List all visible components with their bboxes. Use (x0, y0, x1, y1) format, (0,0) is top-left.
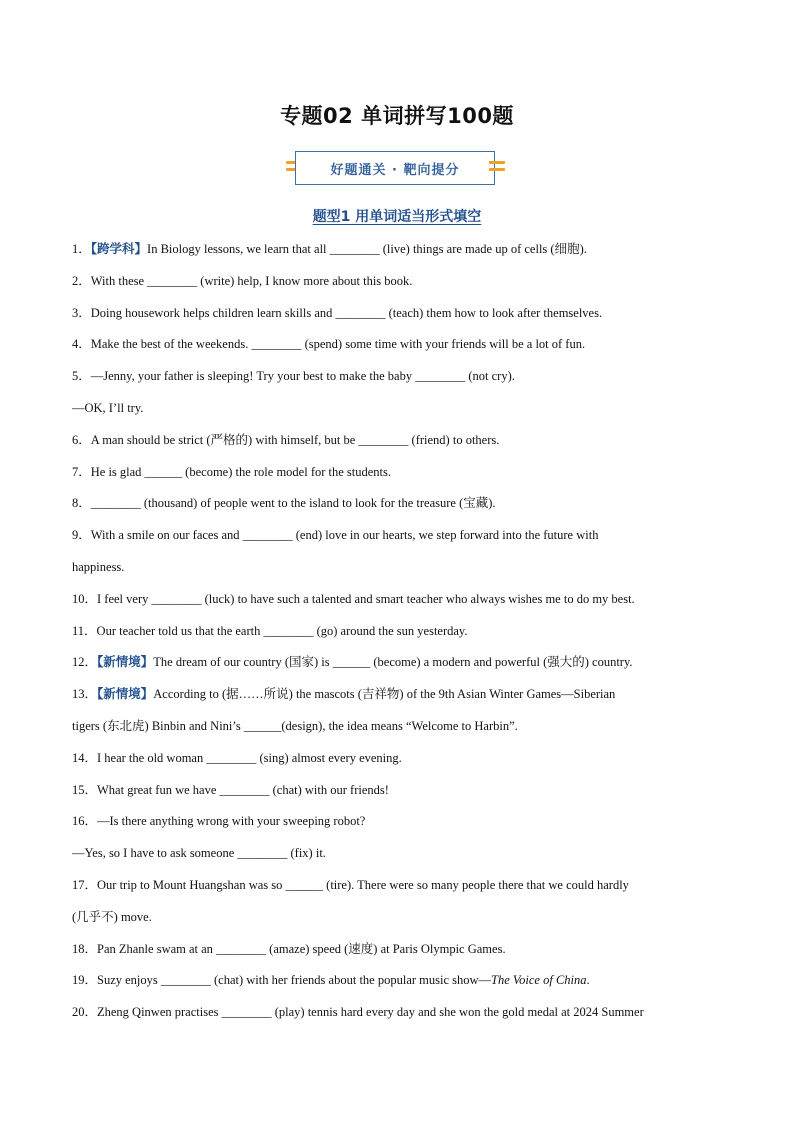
question-text: 6．A man should be strict (严格的) with himself, but be ________ (friend) to others. (72, 432, 500, 447)
question-text-end: . (586, 973, 590, 988)
question-text: In Biology lessons, we learn that all ________ (live) things are made up of cells (细胞). (147, 242, 587, 256)
question-line (72, 335, 732, 367)
question-text: 5．—Jenny, your father is sleeping! Try your best to make the baby ________ (not cry). (72, 369, 515, 384)
question-line (72, 781, 732, 813)
question-text: 19．Suzy enjoys ________ (chat) with her friends about the popular music show— (72, 973, 492, 988)
question-text: 3．Doing housework helps children learn skills and ________ (teach) them how to look after themselves. (72, 305, 603, 320)
question-line (72, 463, 732, 495)
question-text: tigers (东北虎) Binbin and Nini’s ______(design), the idea means “Welcome to Harbin”. (72, 718, 518, 733)
question-tag: 【跨学科】 (90, 242, 148, 256)
question-text: The dream of our country (国家) is ______ (become) a modern and powerful (强大的) country. (153, 655, 633, 670)
question-line (72, 558, 732, 590)
question-line (72, 940, 732, 972)
question-text: 8．________ (thousand) of people went to the island to look for the treasure (宝藏). (72, 496, 496, 511)
question-text: 4．Make the best of the weekends. ________ (spend) some time with your friends will be a lot of fun. (72, 337, 586, 352)
question-line (72, 304, 732, 336)
question-line (72, 653, 732, 685)
question-line (72, 367, 732, 399)
question-line (72, 272, 732, 304)
question-line (72, 590, 732, 622)
question-line (72, 526, 732, 558)
question-text: 16．—Is there anything wrong with your sweeping robot? (72, 814, 366, 829)
question-tag: 【新情境】 (97, 687, 154, 702)
question-line (72, 399, 732, 431)
question-number: 1． (72, 242, 91, 256)
page-title: 专题02 单词拼写100题 (280, 104, 514, 128)
question-number: 12． (72, 655, 98, 670)
question-line (72, 876, 732, 908)
question-number: 13． (72, 687, 98, 702)
question-line (72, 971, 732, 1003)
question-text: 17．Our trip to Mount Huangshan was so ______ (tire). There were so many people there that we could hardly (72, 877, 629, 892)
question-text: 2．With these ________ (write) help, I know more about this book. (72, 273, 413, 288)
question-text: —OK, I’ll try. (72, 400, 144, 415)
question-line (72, 717, 732, 749)
banner: 好题通关 · 靶向提分 (295, 151, 495, 185)
question-tag: 【新情境】 (97, 655, 154, 670)
question-text: 15．What great fun we have ________ (chat) with our friends! (72, 782, 389, 797)
question-line (72, 494, 732, 526)
show-title: The Voice of China (491, 973, 587, 988)
question-text: 9．With a smile on our faces and ________ (end) love in our hearts, we step forward into the future with (72, 528, 599, 543)
question-line (72, 844, 732, 876)
question-line (72, 908, 732, 940)
question-line (72, 622, 732, 654)
question-text: (几乎不) move. (72, 909, 152, 924)
question-text: According to (据……所说) the mascots (吉祥物) of the 9th Asian Winter Games—Siberian (153, 687, 616, 702)
banner-right-decoration (489, 161, 505, 175)
question-list (72, 240, 732, 1035)
question-text: 18．Pan Zhanle swam at an ________ (amaze) speed (速度) at Paris Olympic Games. (72, 941, 506, 956)
question-line (72, 1003, 732, 1035)
section-heading: 题型1 用单词适当形式填空 (312, 209, 482, 225)
question-line (72, 749, 732, 781)
question-text: 10．I feel very ________ (luck) to have such a talented and smart teacher who always wishes me to do my best. (72, 591, 635, 606)
question-text: 14．I hear the old woman ________ (sing) almost every evening. (72, 750, 402, 765)
question-line (72, 240, 732, 272)
question-text: happiness. (72, 559, 125, 574)
question-text: 20．Zheng Qinwen practises ________ (play) tennis hard every day and she won the gold medal at 2024 Summer (72, 1005, 644, 1020)
question-text: 11．Our teacher told us that the earth ________ (go) around the sun yesterday. (72, 623, 468, 638)
question-line (72, 812, 732, 844)
question-line (72, 685, 732, 717)
question-text: —Yes, so I have to ask someone ________ (fix) it. (72, 846, 326, 861)
question-text: 7．He is glad ______ (become) the role model for the students. (72, 464, 392, 479)
question-line (72, 431, 732, 463)
